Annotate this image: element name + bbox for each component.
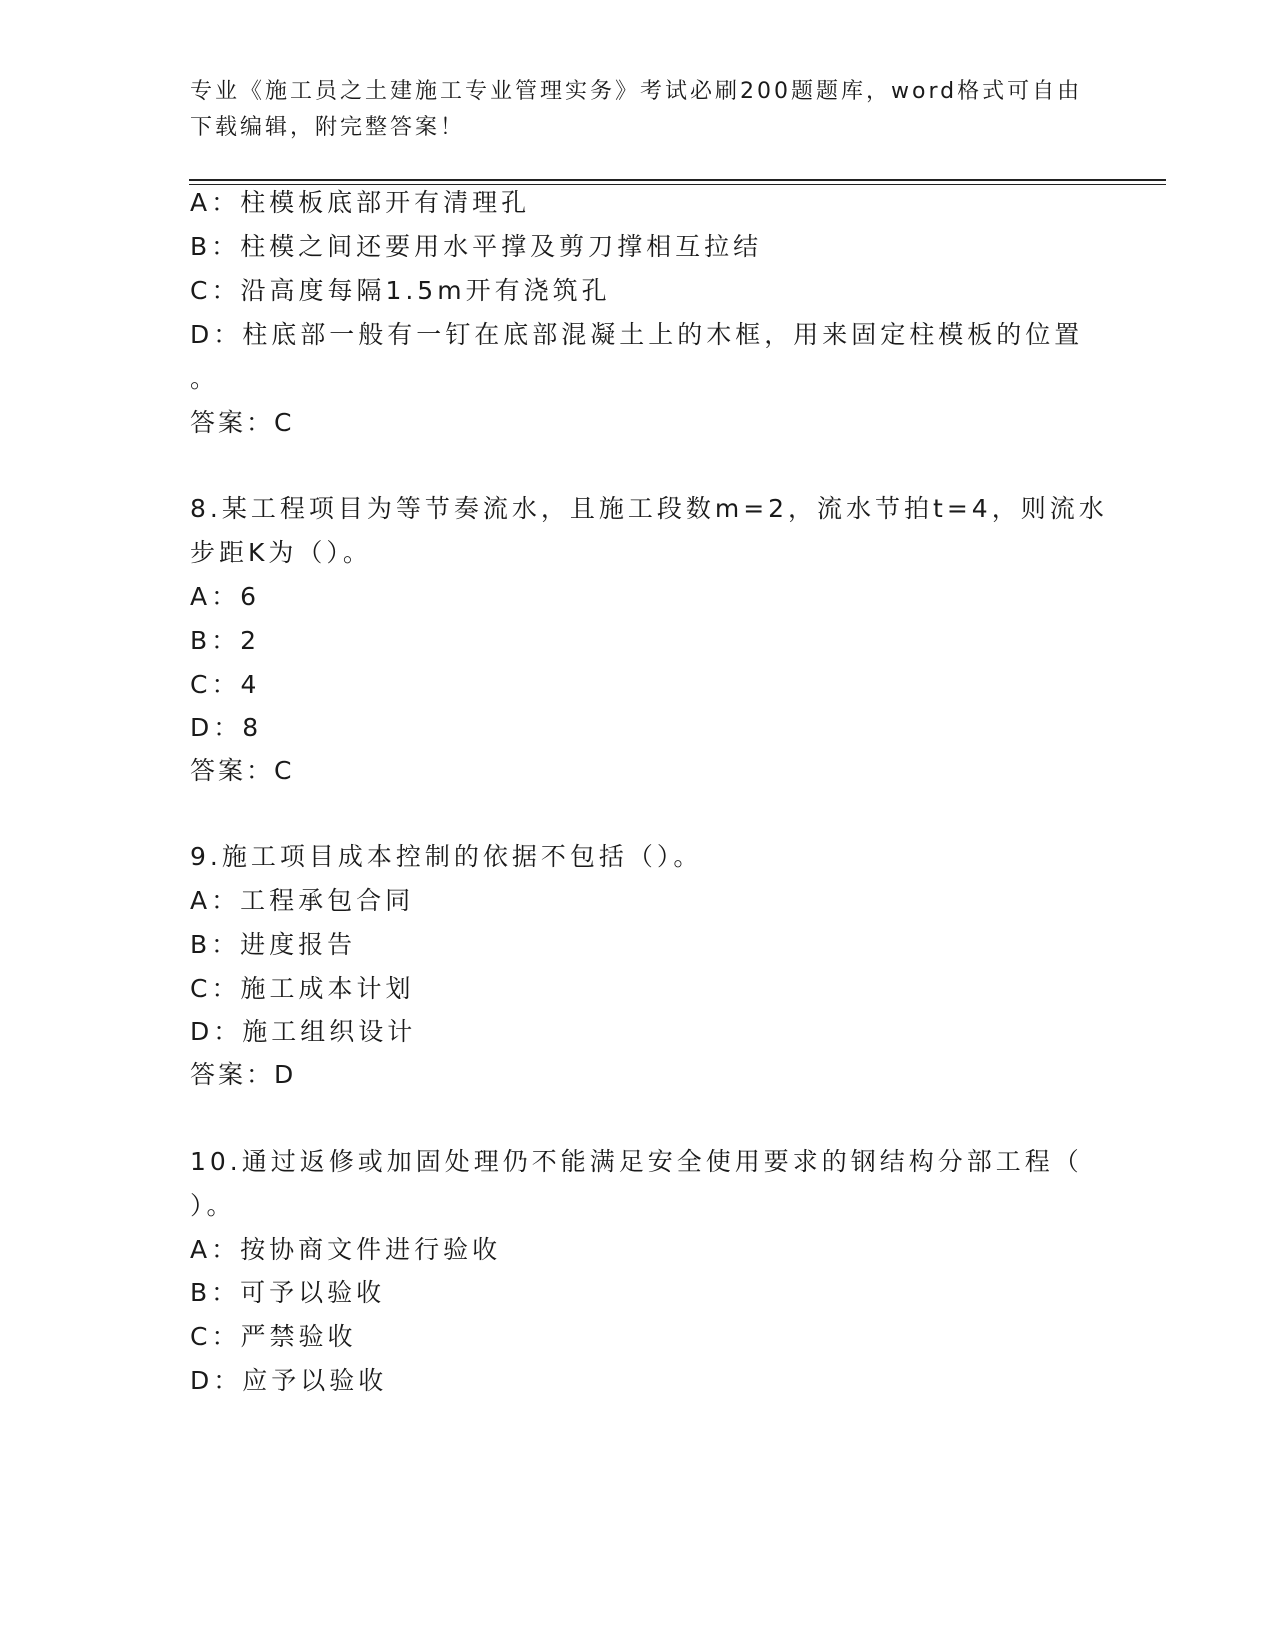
q7-option-c: C：沿高度每隔1.5m开有浇筑孔 [190, 276, 611, 305]
q7-option-d: D：柱底部一般有一钉在底部混凝土上的木框，用来固定柱模板的位置 [190, 320, 1084, 349]
header-divider-thin [189, 184, 1166, 185]
q9-option-d: D：施工组织设计 [190, 1017, 417, 1046]
q7-option-a: A：柱模板底部开有清理孔 [190, 188, 531, 217]
q10-stem-line-2: ）。 [190, 1191, 236, 1220]
q9-option-c: C：施工成本计划 [190, 974, 415, 1003]
q8-stem-line-2: 步距K为（）。 [190, 538, 372, 567]
q10-option-a: A：按协商文件进行验收 [190, 1235, 502, 1264]
document-header [190, 74, 1090, 146]
header-line-2: 下载编辑，附完整答案！ [190, 115, 466, 140]
q8-option-b: B：2 [190, 626, 261, 655]
q9-option-b: B：进度报告 [190, 930, 357, 959]
q10-option-b: B：可予以验收 [190, 1278, 386, 1307]
q10-option-c: C：严禁验收 [190, 1322, 357, 1351]
q8-option-c: C：4 [190, 670, 261, 699]
header-divider-thick [189, 179, 1166, 181]
q10-stem-line-1: 10.通过返修或加固处理仍不能满足安全使用要求的钢结构分部工程（ [190, 1147, 1083, 1176]
q10-option-d: D：应予以验收 [190, 1366, 388, 1395]
q9-answer: 答案：D [190, 1060, 297, 1089]
q7-option-d-continued: 。 [190, 364, 220, 393]
header-line-1: 专业《施工员之土建施工专业管理实务》考试必刷200题题库，word格式可自由 [190, 79, 1083, 104]
q7-answer: 答案：C [190, 408, 295, 437]
q9-stem: 9.施工项目成本控制的依据不包括（）。 [190, 842, 703, 871]
q8-stem-line-1: 8.某工程项目为等节奏流水，且施工段数m=2，流水节拍t=4，则流水 [190, 494, 1108, 523]
q8-answer: 答案：C [190, 756, 295, 785]
q9-option-a: A：工程承包合同 [190, 886, 415, 915]
q8-option-d: D：8 [190, 713, 263, 742]
q8-option-a: A：6 [190, 582, 261, 611]
q7-option-b: B：柱模之间还要用水平撑及剪刀撑相互拉结 [190, 232, 763, 261]
